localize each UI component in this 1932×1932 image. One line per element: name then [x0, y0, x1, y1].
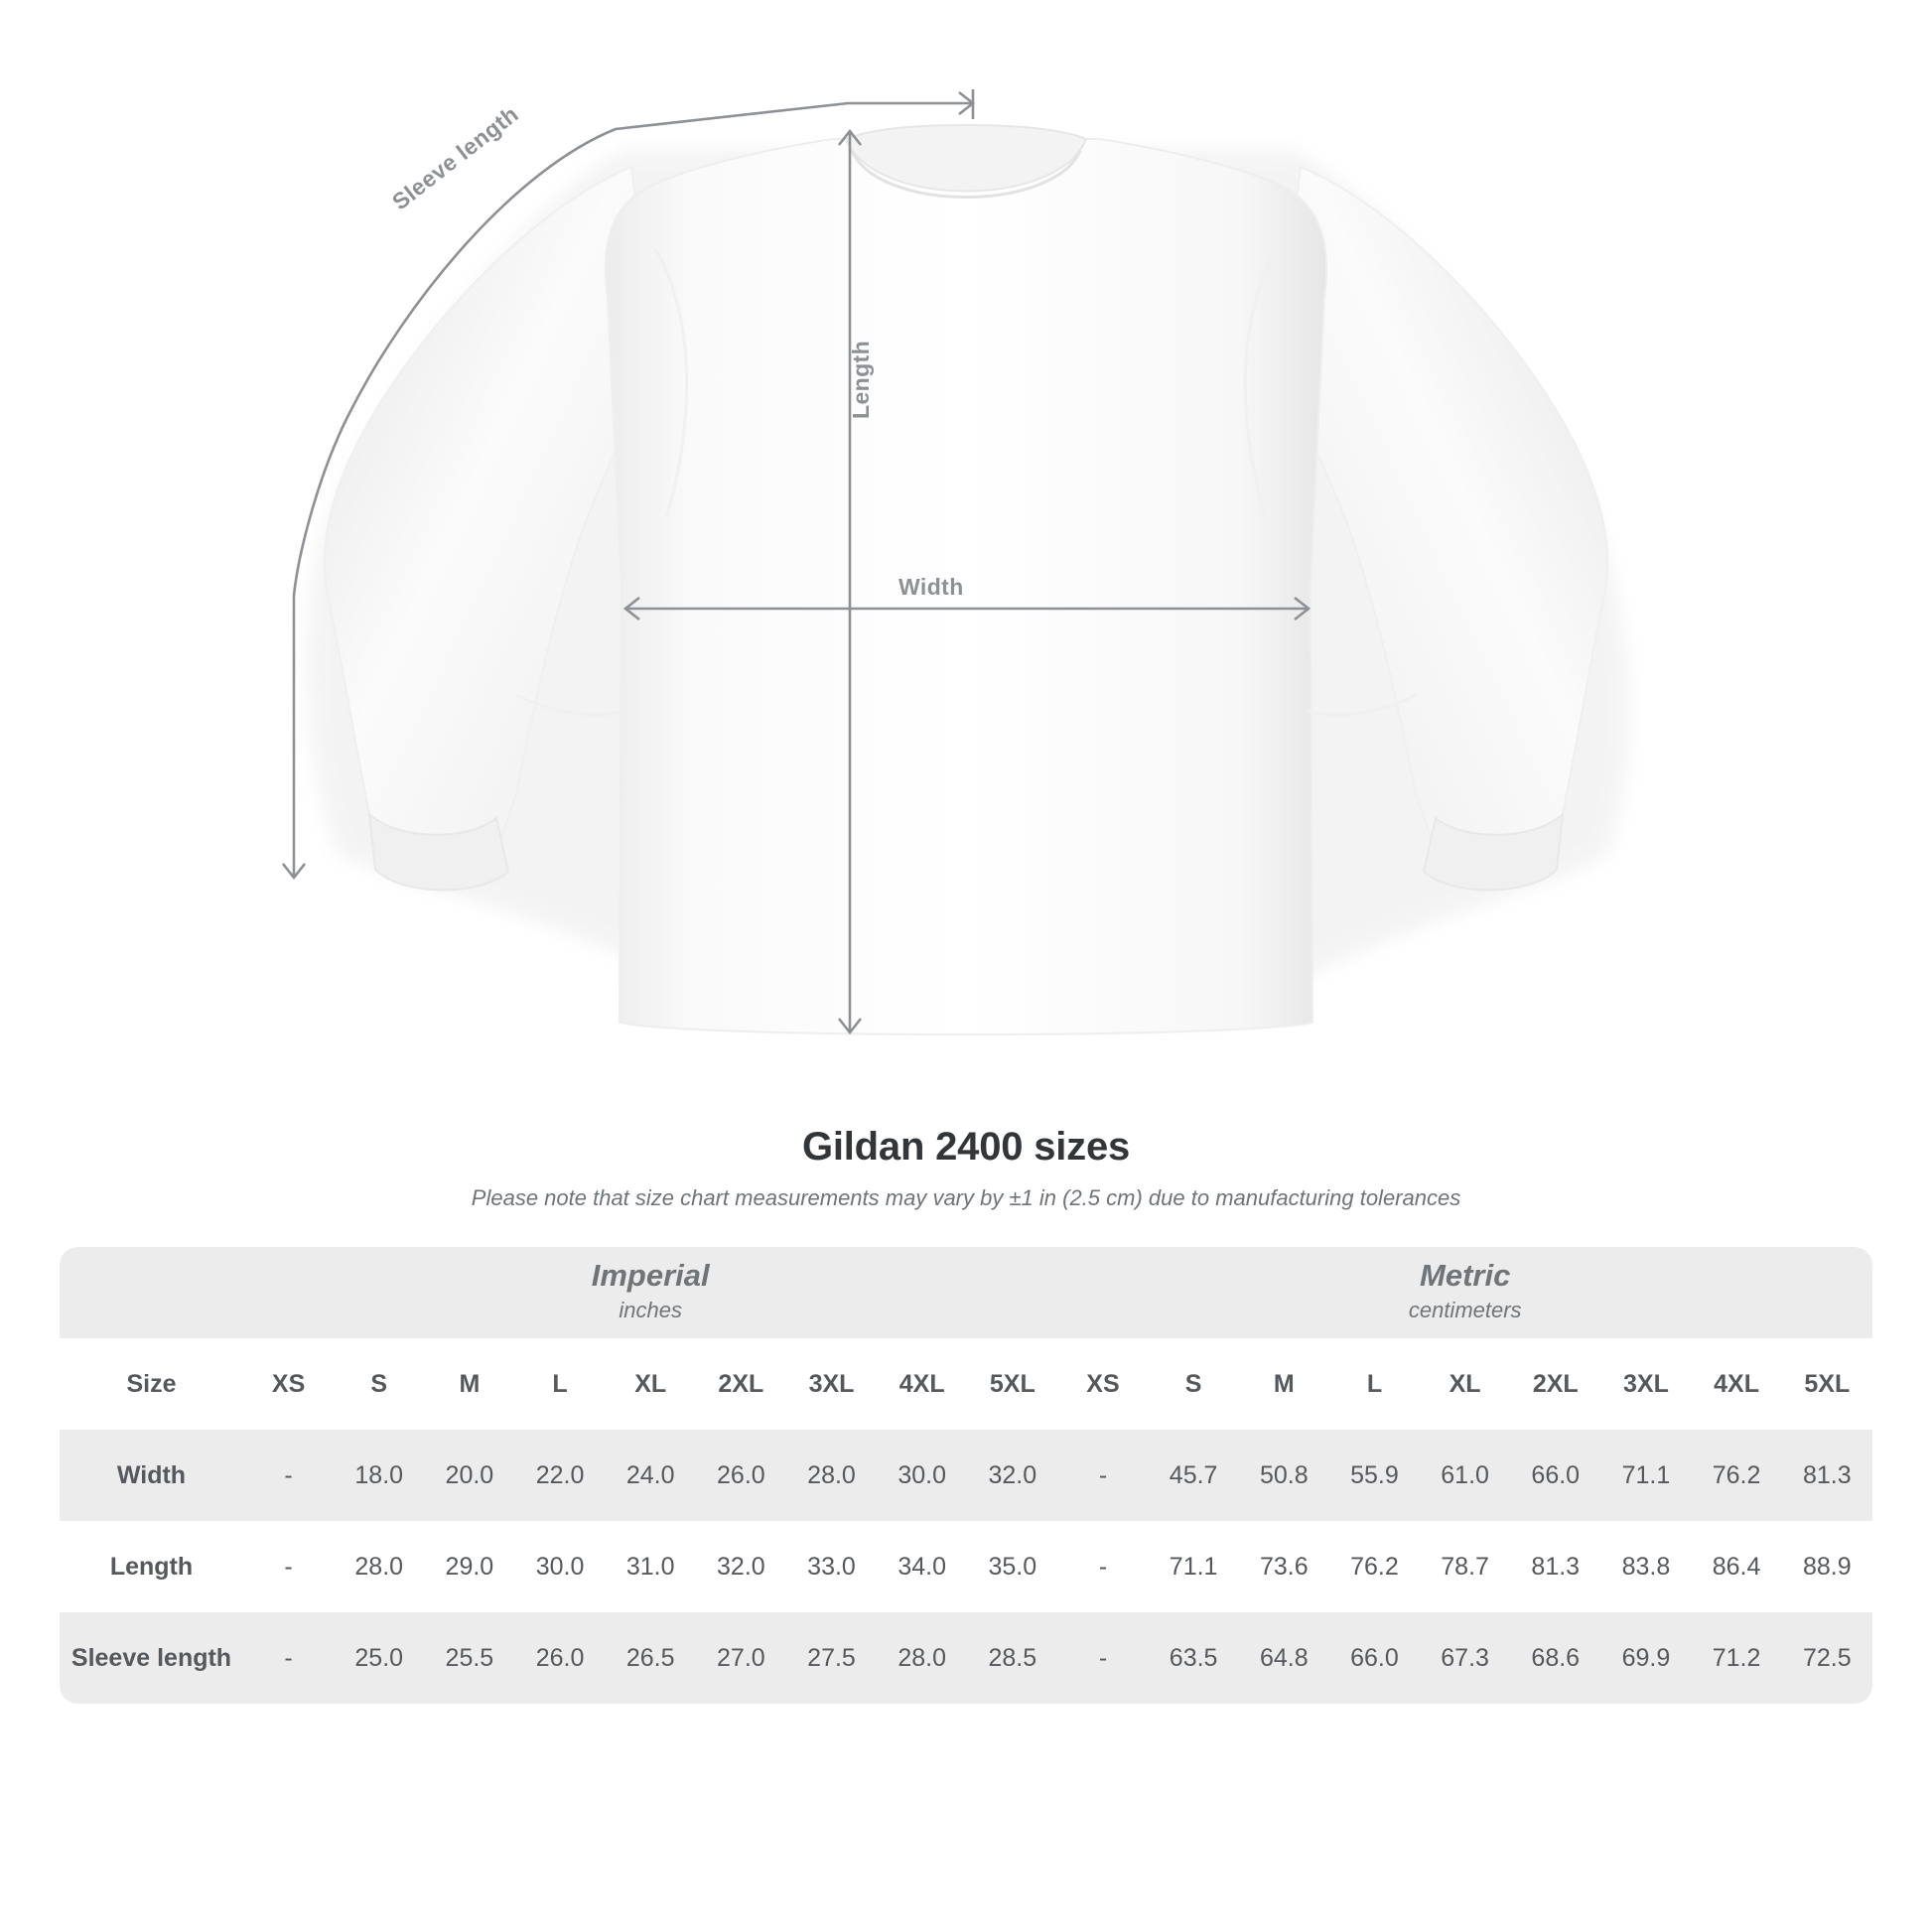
length-dimension-label: Length: [848, 340, 874, 419]
size-column-header: L: [514, 1338, 605, 1430]
measurement-cell: 71.1: [1149, 1521, 1239, 1612]
measurement-cell: -: [243, 1430, 334, 1521]
table-size-header-row: [60, 1338, 1872, 1430]
measurement-cell: 31.0: [606, 1521, 696, 1612]
measurement-cell: 78.7: [1420, 1521, 1510, 1612]
width-dimension-label: Width: [898, 574, 964, 600]
size-column-header: 2XL: [1510, 1338, 1600, 1430]
size-table-wrapper: [60, 1247, 1872, 1704]
measurement-cell: -: [1057, 1521, 1148, 1612]
measurement-cell: -: [243, 1612, 334, 1704]
size-column-header: 4XL: [1692, 1338, 1782, 1430]
size-column-header: XL: [606, 1338, 696, 1430]
table-row: [60, 1521, 1872, 1612]
measurement-cell: 64.8: [1239, 1612, 1329, 1704]
measurement-row-label: Length: [60, 1521, 243, 1612]
measurement-cell: 28.5: [967, 1612, 1057, 1704]
measurement-cell: 45.7: [1149, 1430, 1239, 1521]
measurement-cell: 88.9: [1782, 1521, 1872, 1612]
unit-group-header-metric: [1057, 1247, 1872, 1338]
measurement-cell: 28.0: [877, 1612, 967, 1704]
measurement-cell: 66.0: [1510, 1430, 1600, 1521]
measurement-cell: 34.0: [877, 1521, 967, 1612]
size-table: [60, 1247, 1872, 1704]
page-title: Gildan 2400 sizes: [801, 1125, 1131, 1169]
measurement-cell: 72.5: [1782, 1612, 1872, 1704]
size-column-header: XS: [1057, 1338, 1148, 1430]
size-column-header: 3XL: [786, 1338, 877, 1430]
measurement-cell: 29.0: [424, 1521, 514, 1612]
measurement-cell: 71.1: [1600, 1430, 1691, 1521]
measurement-cell: 25.0: [334, 1612, 424, 1704]
size-column-header: 5XL: [1782, 1338, 1872, 1430]
measurement-cell: -: [1057, 1612, 1148, 1704]
unit-group-subtitle: inches: [619, 1298, 682, 1323]
measurement-cell: 61.0: [1420, 1430, 1510, 1521]
measurement-cell: -: [243, 1521, 334, 1612]
table-unit-header-row: [60, 1247, 1872, 1338]
measurement-cell: 81.3: [1782, 1430, 1872, 1521]
measurement-cell: 27.0: [696, 1612, 786, 1704]
measurement-cell: 26.0: [696, 1430, 786, 1521]
sleeve-length-dimension-label: Sleeve length: [387, 100, 523, 215]
size-column-header: M: [424, 1338, 514, 1430]
unit-group-header-imperial: [243, 1247, 1057, 1338]
measurement-cell: 24.0: [606, 1430, 696, 1521]
measurement-cell: 76.2: [1692, 1430, 1782, 1521]
measurement-cell: 26.0: [514, 1612, 605, 1704]
size-column-header: S: [334, 1338, 424, 1430]
measurement-cell: 81.3: [1510, 1521, 1600, 1612]
measurement-cell: 26.5: [606, 1612, 696, 1704]
size-column-header: 2XL: [696, 1338, 786, 1430]
size-column-header: L: [1329, 1338, 1420, 1430]
measurement-row-label: Width: [60, 1430, 243, 1521]
measurement-cell: 63.5: [1149, 1612, 1239, 1704]
measurement-cell: 73.6: [1239, 1521, 1329, 1612]
size-column-header: XL: [1420, 1338, 1510, 1430]
measurement-cell: 27.5: [786, 1612, 877, 1704]
measurement-cell: 30.0: [514, 1521, 605, 1612]
measurement-cell: 28.0: [786, 1430, 877, 1521]
measurement-cell: 20.0: [424, 1430, 514, 1521]
table-row: [60, 1430, 1872, 1521]
measurement-cell: 76.2: [1329, 1521, 1420, 1612]
size-column-header: S: [1149, 1338, 1239, 1430]
measurement-cell: -: [1057, 1430, 1148, 1521]
measurement-cell: 32.0: [696, 1521, 786, 1612]
size-column-header: 5XL: [967, 1338, 1057, 1430]
size-column-header: 4XL: [877, 1338, 967, 1430]
measurement-cell: 86.4: [1692, 1521, 1782, 1612]
measurement-cell: 69.9: [1600, 1612, 1691, 1704]
measurement-cell: 55.9: [1329, 1430, 1420, 1521]
measurement-cell: 33.0: [786, 1521, 877, 1612]
measurement-cell: 71.2: [1692, 1612, 1782, 1704]
chart-title-block: [0, 1125, 1932, 1211]
measurement-cell: 22.0: [514, 1430, 605, 1521]
measurement-cell: 30.0: [877, 1430, 967, 1521]
measurement-cell: 28.0: [334, 1521, 424, 1612]
measurement-cell: 25.5: [424, 1612, 514, 1704]
size-header-cell: Size: [60, 1338, 243, 1430]
measurement-cell: 68.6: [1510, 1612, 1600, 1704]
unit-group-title: Imperial: [591, 1257, 710, 1293]
measurement-row-label: Sleeve length: [60, 1612, 243, 1704]
measurement-cell: 35.0: [967, 1521, 1057, 1612]
size-column-header: M: [1239, 1338, 1329, 1430]
measurement-cell: 83.8: [1600, 1521, 1691, 1612]
measurement-cell: 18.0: [334, 1430, 424, 1521]
table-row: [60, 1612, 1872, 1704]
measurement-cell: 32.0: [967, 1430, 1057, 1521]
measurement-cell: 66.0: [1329, 1612, 1420, 1704]
unit-group-subtitle: centimeters: [1408, 1298, 1522, 1323]
size-column-header: XS: [243, 1338, 334, 1430]
measurement-cell: 67.3: [1420, 1612, 1510, 1704]
tolerance-note: Please note that size chart measurements may vary by ±1 in (2.5 cm) due to manufacturing tolerances: [471, 1185, 1461, 1210]
size-column-header: 3XL: [1600, 1338, 1691, 1430]
table-corner-cell: [60, 1247, 243, 1338]
measurement-cell: 50.8: [1239, 1430, 1329, 1521]
shirt-body: [606, 139, 1326, 1035]
unit-group-title: Metric: [1420, 1257, 1511, 1293]
